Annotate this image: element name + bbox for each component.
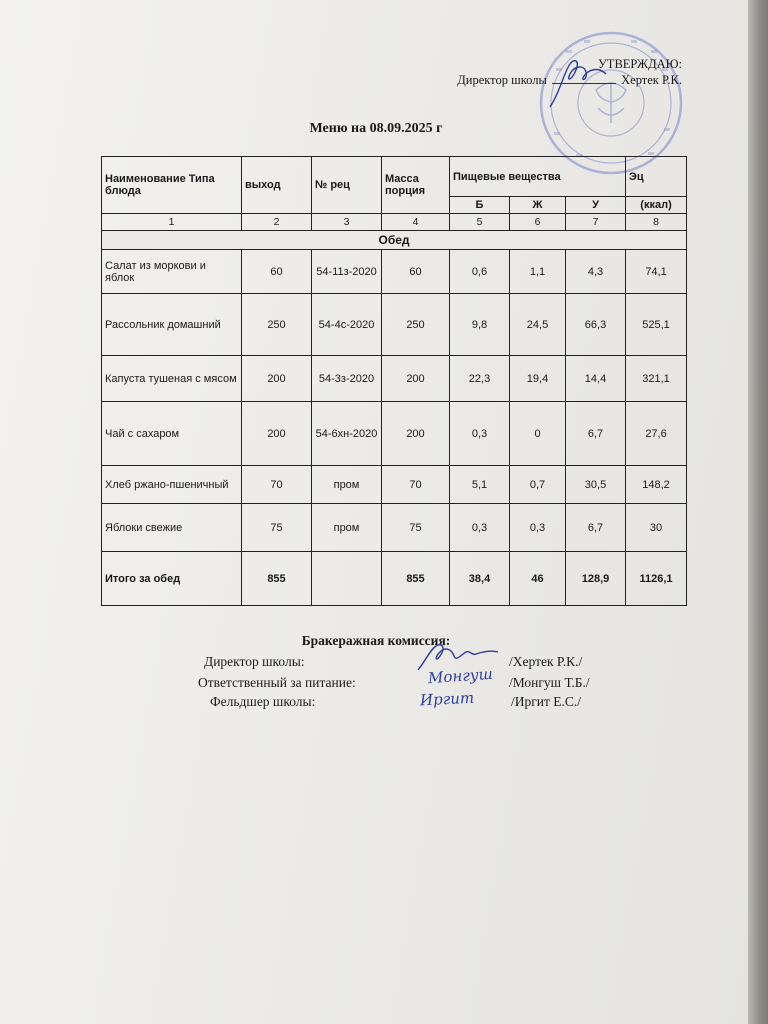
dish-name: Капуста тушеная с мясом	[102, 356, 242, 402]
dish-output: 70	[242, 466, 312, 504]
table-row	[102, 504, 687, 552]
dish-recipe: 54-6хн-2020	[312, 402, 382, 466]
commission-name: /Хертек Р.К./	[509, 654, 583, 669]
dish-kcal: 30	[626, 504, 687, 552]
column-number: 1	[102, 214, 242, 231]
dish-carbs: 66,3	[566, 294, 626, 356]
header-zh: Ж	[510, 197, 566, 214]
dish-output: 60	[242, 250, 312, 294]
total-fat: 46	[510, 552, 566, 606]
total-output: 855	[242, 552, 312, 606]
dish-recipe: 54-4с-2020	[312, 294, 382, 356]
dish-fat: 19,4	[510, 356, 566, 402]
dish-recipe: пром	[312, 504, 382, 552]
dish-protein: 0,3	[450, 504, 510, 552]
total-protein: 38,4	[450, 552, 510, 606]
dish-fat: 1,1	[510, 250, 566, 294]
irgit-signature: Иргит	[419, 688, 475, 710]
commission-name: /Монгуш Т.Б./	[509, 675, 590, 690]
column-number: 5	[450, 214, 510, 231]
dish-kcal: 27,6	[626, 402, 687, 466]
dish-output: 200	[242, 402, 312, 466]
dish-protein: 9,8	[450, 294, 510, 356]
dish-recipe: 54-11з-2020	[312, 250, 382, 294]
dish-fat: 0,3	[510, 504, 566, 552]
column-number: 2	[242, 214, 312, 231]
dish-name: Яблоки свежие	[102, 504, 242, 552]
dish-output: 250	[242, 294, 312, 356]
dish-protein: 0,6	[450, 250, 510, 294]
dish-name: Рассольник домашний	[102, 294, 242, 356]
dish-mass: 70	[382, 466, 450, 504]
commission-role: Фельдшер школы:	[210, 694, 316, 709]
header-b: Б	[450, 197, 510, 214]
dish-fat: 0	[510, 402, 566, 466]
dish-mass: 200	[382, 402, 450, 466]
dish-protein: 22,3	[450, 356, 510, 402]
dish-carbs: 14,4	[566, 356, 626, 402]
header-output: выход	[242, 157, 312, 214]
dish-carbs: 30,5	[566, 466, 626, 504]
dish-mass: 250	[382, 294, 450, 356]
director-signature-top	[540, 52, 620, 112]
header-recipe: № рец	[312, 157, 382, 214]
dish-mass: 200	[382, 356, 450, 402]
dish-kcal: 148,2	[626, 466, 687, 504]
commission-role: Директор школы:	[204, 654, 305, 669]
header-kcal: (ккал)	[626, 197, 687, 214]
dish-fat: 24,5	[510, 294, 566, 356]
dish-mass: 60	[382, 250, 450, 294]
dish-recipe: пром	[312, 466, 382, 504]
dish-output: 75	[242, 504, 312, 552]
header-name: Наименование Типа блюда	[102, 157, 242, 214]
dish-name: Салат из моркови и яблок	[102, 250, 242, 294]
total-carbs: 128,9	[566, 552, 626, 606]
menu-table	[101, 156, 687, 606]
total-recipe	[312, 552, 382, 606]
table-row	[102, 402, 687, 466]
dish-name: Хлеб ржано-пшеничный	[102, 466, 242, 504]
column-number-row	[102, 214, 687, 231]
dish-fat: 0,7	[510, 466, 566, 504]
dish-output: 200	[242, 356, 312, 402]
approval-name: Хертек Р.К.	[621, 73, 682, 87]
total-row	[102, 552, 687, 606]
dish-carbs: 6,7	[566, 504, 626, 552]
dish-carbs: 4,3	[566, 250, 626, 294]
dish-protein: 0,3	[450, 402, 510, 466]
commission-heading: Бракеражная комиссия:	[301, 633, 451, 648]
dish-recipe: 54-3з-2020	[312, 356, 382, 402]
column-number: 8	[626, 214, 687, 231]
commission-name: /Иргит Е.С./	[511, 694, 582, 709]
table-row	[102, 250, 687, 294]
table-row	[102, 466, 687, 504]
dish-carbs: 6,7	[566, 402, 626, 466]
column-number: 4	[382, 214, 450, 231]
dish-name: Чай с сахаром	[102, 402, 242, 466]
dish-kcal: 74,1	[626, 250, 687, 294]
mongush-signature: Монгуш	[427, 664, 494, 688]
header-mass: Масса порция	[382, 157, 450, 214]
dish-kcal: 321,1	[626, 356, 687, 402]
header-energy: Эц	[626, 157, 687, 197]
dish-mass: 75	[382, 504, 450, 552]
page-title: Меню на 08.09.2025 г	[309, 121, 443, 136]
approval-heading: УТВЕРЖДАЮ:	[597, 57, 682, 71]
approval-position: Директор школы	[457, 73, 547, 87]
column-number: 7	[566, 214, 626, 231]
dish-protein: 5,1	[450, 466, 510, 504]
dish-kcal: 525,1	[626, 294, 687, 356]
table-row	[102, 294, 687, 356]
background-surface	[748, 0, 768, 1024]
header-u: У	[566, 197, 626, 214]
header-nutrients: Пищевые вещества	[450, 157, 626, 197]
section-title: Обед	[102, 231, 687, 250]
total-mass: 855	[382, 552, 450, 606]
total-kcal: 1126,1	[626, 552, 687, 606]
column-number: 3	[312, 214, 382, 231]
total-label: Итого за обед	[102, 552, 242, 606]
table-row	[102, 356, 687, 402]
commission-role: Ответственный за питание:	[198, 675, 356, 690]
column-number: 6	[510, 214, 566, 231]
